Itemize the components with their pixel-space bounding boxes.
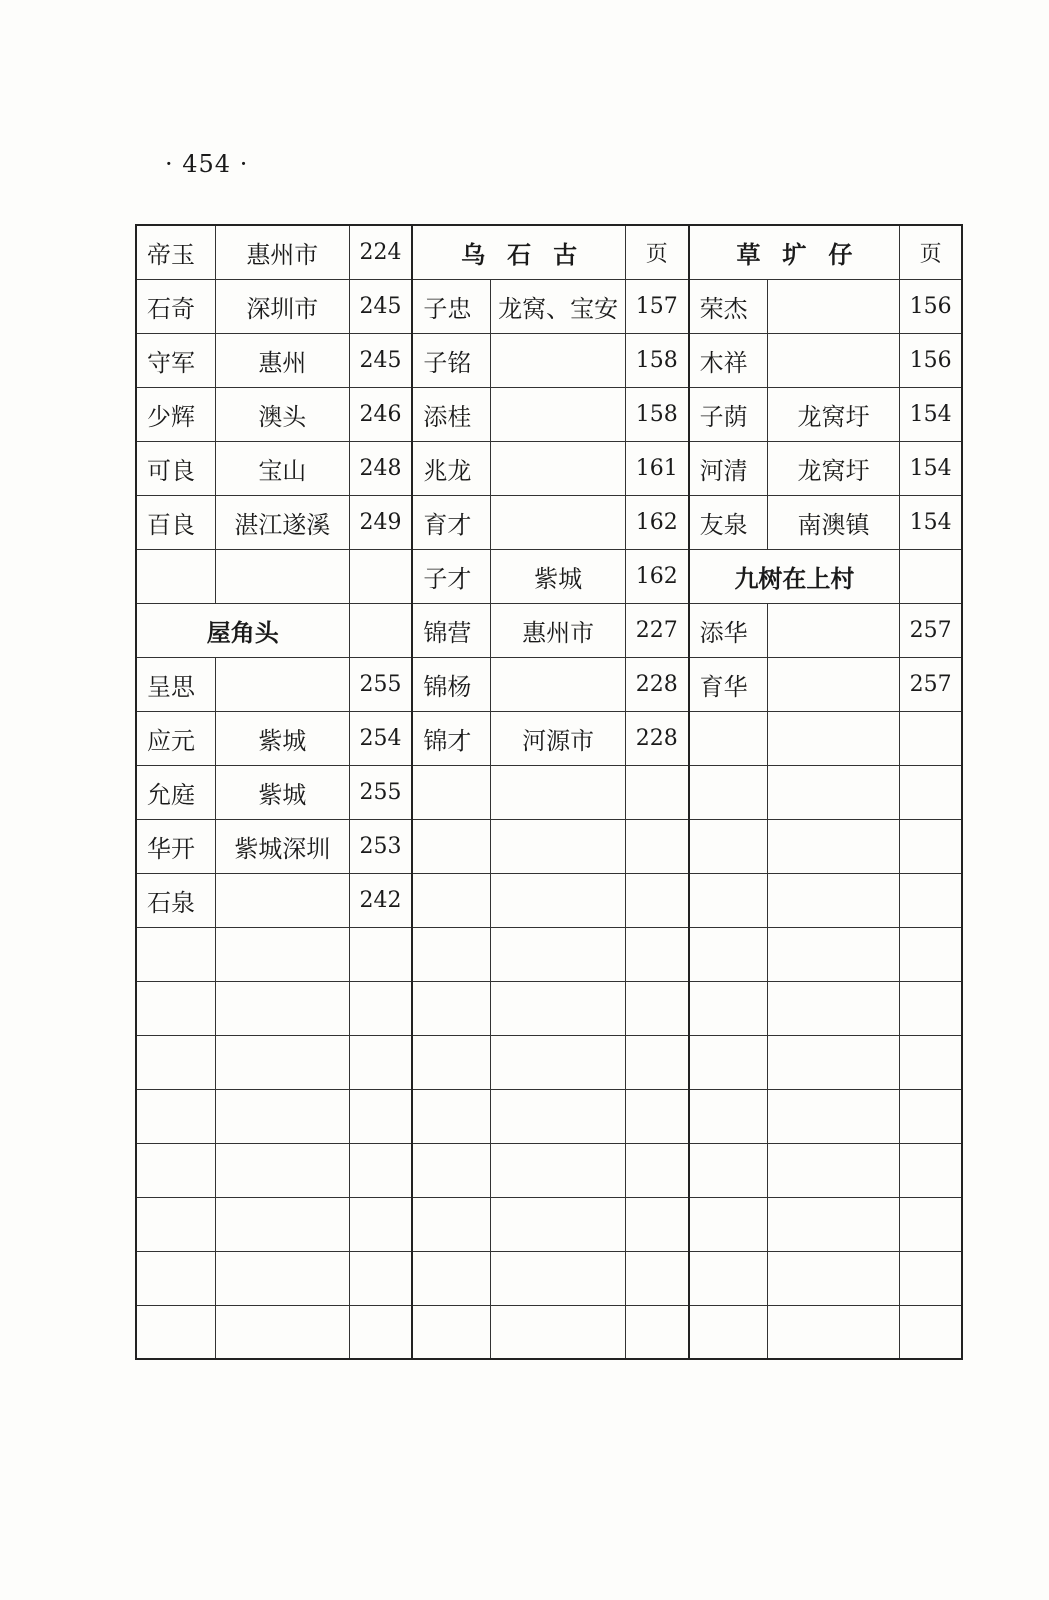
page-ref-cell: 页 [900,225,962,279]
page-ref-cell [625,1197,688,1251]
person-name-cell: 可良 [136,441,216,495]
place-cell: 惠州市 [216,225,350,279]
place-cell [767,279,900,333]
person-name-cell [689,765,768,819]
page-ref-cell: 页 [625,225,688,279]
page-ref-cell [349,1143,412,1197]
person-name-cell: 子荫 [689,387,768,441]
page-ref-cell: 158 [625,333,688,387]
page-ref-cell: 154 [900,441,962,495]
place-cell [491,1305,626,1359]
place-cell [491,1035,626,1089]
person-name-cell: 锦杨 [412,657,491,711]
person-name-cell [689,1089,768,1143]
person-name-cell: 友泉 [689,495,768,549]
page-ref-cell: 246 [349,387,412,441]
person-name-cell [136,1089,216,1143]
place-cell [216,981,350,1035]
person-name-cell [136,549,216,603]
place-cell [491,657,626,711]
place-cell [767,1305,900,1359]
person-name-cell: 守军 [136,333,216,387]
person-name-cell: 兆龙 [412,441,491,495]
table-row [136,981,962,1035]
person-name-cell [689,981,768,1035]
place-cell [767,981,900,1035]
person-name-cell: 添桂 [412,387,491,441]
place-cell [216,549,350,603]
person-name-cell [136,1305,216,1359]
person-name-cell [689,873,768,927]
place-cell: 龙窝圩 [767,387,900,441]
place-cell: 南澳镇 [767,495,900,549]
place-cell [216,657,350,711]
table-row [136,549,962,603]
person-name-cell [412,1035,491,1089]
place-cell: 龙窝、宝安 [491,279,626,333]
place-cell: 河源市 [491,711,626,765]
place-cell: 惠州 [216,333,350,387]
table-row [136,765,962,819]
person-name-cell [136,1143,216,1197]
page-ref-cell: 224 [349,225,412,279]
place-cell: 深圳市 [216,279,350,333]
place-cell [491,819,626,873]
place-cell [216,1143,350,1197]
place-cell [767,333,900,387]
table-row [136,1143,962,1197]
place-cell [767,1251,900,1305]
page-ref-cell [900,873,962,927]
page-ref-cell [625,873,688,927]
table-row [136,1251,962,1305]
place-cell [491,387,626,441]
person-name-cell [412,1305,491,1359]
page-ref-cell [900,549,962,603]
page-ref-cell [349,927,412,981]
person-name-cell [136,1251,216,1305]
page-ref-cell: 156 [900,333,962,387]
page-ref-cell [900,1197,962,1251]
place-cell [767,711,900,765]
place-cell: 惠州市 [491,603,626,657]
person-name-cell [689,1251,768,1305]
table-row [136,387,962,441]
place-cell [491,873,626,927]
person-name-cell [689,819,768,873]
person-name-cell [412,819,491,873]
section-header: 九树在上村 [689,549,900,603]
person-name-cell [689,1305,768,1359]
page-ref-cell [625,819,688,873]
page-ref-cell: 154 [900,495,962,549]
place-cell [491,927,626,981]
place-cell [491,981,626,1035]
person-name-cell [412,765,491,819]
table-row [136,927,962,981]
place-cell [216,1089,350,1143]
genealogy-index-table [135,224,963,1360]
person-name-cell [412,1089,491,1143]
place-cell: 紫城深圳 [216,819,350,873]
page-ref-cell [349,1305,412,1359]
person-name-cell: 呈思 [136,657,216,711]
page-ref-cell [900,1143,962,1197]
place-cell [767,819,900,873]
section-header: 屋角头 [136,603,349,657]
person-name-cell [412,927,491,981]
page-ref-cell [625,927,688,981]
page-ref-cell: 245 [349,279,412,333]
person-name-cell: 允庭 [136,765,216,819]
place-cell [491,333,626,387]
person-name-cell: 育华 [689,657,768,711]
place-cell [216,927,350,981]
page-ref-cell: 257 [900,603,962,657]
page-ref-cell: 228 [625,657,688,711]
page-ref-cell: 162 [625,495,688,549]
person-name-cell: 石奇 [136,279,216,333]
place-cell: 湛江遂溪 [216,495,350,549]
page-ref-cell: 154 [900,387,962,441]
person-name-cell [136,1197,216,1251]
page-ref-cell [625,1143,688,1197]
person-name-cell [136,1035,216,1089]
person-name-cell: 木祥 [689,333,768,387]
page-ref-cell: 249 [349,495,412,549]
person-name-cell: 河清 [689,441,768,495]
place-cell [491,1143,626,1197]
person-name-cell: 百良 [136,495,216,549]
table-row [136,1089,962,1143]
place-cell [216,873,350,927]
section-header: 草圹仔 [689,225,900,279]
table-row [136,225,962,279]
table-row [136,1197,962,1251]
page-ref-cell [349,1089,412,1143]
person-name-cell [689,1197,768,1251]
page-ref-cell [349,981,412,1035]
page-ref-cell [900,927,962,981]
page-ref-cell [900,1305,962,1359]
page-ref-cell [625,765,688,819]
place-cell [767,657,900,711]
place-cell [216,1035,350,1089]
page-ref-cell [900,1251,962,1305]
place-cell [491,1197,626,1251]
page-ref-cell: 158 [625,387,688,441]
place-cell [767,1143,900,1197]
place-cell [767,873,900,927]
page-ref-cell [900,981,962,1035]
page-ref-cell: 227 [625,603,688,657]
page-ref-cell: 156 [900,279,962,333]
page-ref-cell: 255 [349,765,412,819]
page-ref-cell [900,819,962,873]
page-ref-cell: 242 [349,873,412,927]
place-cell [491,1251,626,1305]
page-ref-cell: 255 [349,657,412,711]
page-ref-cell: 157 [625,279,688,333]
table-row [136,873,962,927]
page-ref-cell: 228 [625,711,688,765]
person-name-cell [136,981,216,1035]
place-cell [216,1197,350,1251]
page-ref-cell [349,1251,412,1305]
place-cell [767,603,900,657]
page-ref-cell [625,1305,688,1359]
page-ref-cell [900,1089,962,1143]
place-cell: 紫城 [491,549,626,603]
place-cell [491,441,626,495]
page-ref-cell [625,1251,688,1305]
person-name-cell: 子忠 [412,279,491,333]
table-row [136,1035,962,1089]
page-ref-cell [625,981,688,1035]
person-name-cell: 子才 [412,549,491,603]
person-name-cell: 子铭 [412,333,491,387]
place-cell: 澳头 [216,387,350,441]
table-row [136,333,962,387]
page-ref-cell: 245 [349,333,412,387]
place-cell [767,927,900,981]
place-cell: 宝山 [216,441,350,495]
person-name-cell: 锦营 [412,603,491,657]
table-row [136,279,962,333]
place-cell [491,765,626,819]
person-name-cell [689,927,768,981]
table-row [136,711,962,765]
person-name-cell: 应元 [136,711,216,765]
person-name-cell: 荣杰 [689,279,768,333]
person-name-cell [689,1143,768,1197]
person-name-cell [412,981,491,1035]
person-name-cell [136,927,216,981]
place-cell [491,1089,626,1143]
person-name-cell [412,1143,491,1197]
person-name-cell [412,1197,491,1251]
table-row [136,603,962,657]
place-cell [216,1251,350,1305]
page-ref-cell: 257 [900,657,962,711]
table-row [136,495,962,549]
table-row [136,1305,962,1359]
page-ref-cell: 162 [625,549,688,603]
place-cell [491,495,626,549]
person-name-cell: 帝玉 [136,225,216,279]
page-ref-cell [900,1035,962,1089]
page-ref-cell [349,1197,412,1251]
place-cell: 紫城 [216,711,350,765]
person-name-cell: 育才 [412,495,491,549]
place-cell [767,1089,900,1143]
person-name-cell [412,873,491,927]
page-ref-cell [900,711,962,765]
place-cell: 紫城 [216,765,350,819]
person-name-cell: 华开 [136,819,216,873]
page-ref-cell: 254 [349,711,412,765]
page-ref-cell [625,1089,688,1143]
page-ref-cell [349,1035,412,1089]
person-name-cell: 添华 [689,603,768,657]
page-ref-cell [625,1035,688,1089]
person-name-cell: 锦才 [412,711,491,765]
page-ref-cell [900,765,962,819]
page-ref-cell: 248 [349,441,412,495]
page-ref-cell: 253 [349,819,412,873]
place-cell [767,1197,900,1251]
place-cell [216,1305,350,1359]
table-row [136,657,962,711]
section-header: 乌石古 [412,225,625,279]
page-number: · 454 · [165,150,249,178]
table-row [136,441,962,495]
person-name-cell [689,1035,768,1089]
page-ref-cell [349,549,412,603]
page-ref-cell [349,603,412,657]
person-name-cell [689,711,768,765]
place-cell [767,765,900,819]
person-name-cell: 少辉 [136,387,216,441]
table-row [136,819,962,873]
place-cell: 龙窝圩 [767,441,900,495]
page-ref-cell: 161 [625,441,688,495]
person-name-cell: 石泉 [136,873,216,927]
person-name-cell [412,1251,491,1305]
place-cell [767,1035,900,1089]
